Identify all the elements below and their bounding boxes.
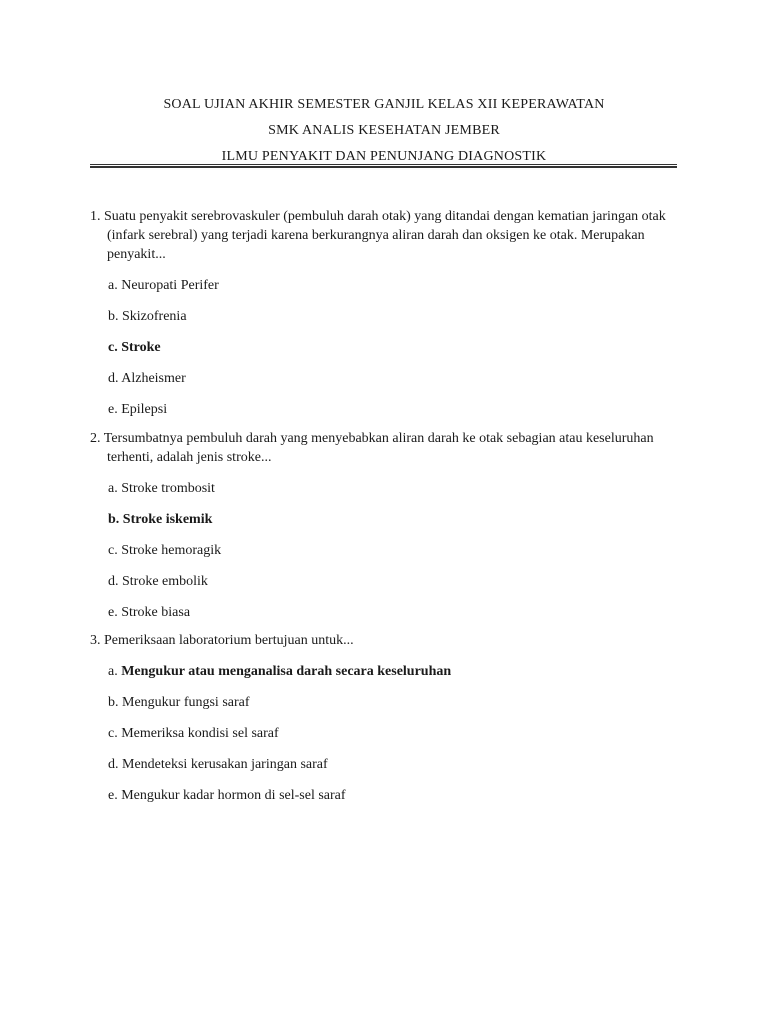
option-list [90, 276, 680, 419]
question-number: 1. [90, 209, 101, 224]
option-c: c. Memeriksa kondisi sel saraf [108, 726, 279, 741]
school-name: SMK ANALIS KESEHATAN JEMBER [268, 123, 500, 138]
option-e: e. Mengukur kadar hormon di sel-sel saraf [108, 788, 346, 803]
question-stem [90, 631, 680, 650]
option-b: b. Mengukur fungsi saraf [108, 695, 250, 710]
exam-title: SOAL UJIAN AKHIR SEMESTER GANJIL KELAS XII KEPERAWATAN [163, 97, 605, 112]
option-a-answer: a. Mengukur atau menganalisa darah secara keseluruhan [108, 664, 452, 679]
option-a: a. Neuropati Perifer [108, 278, 219, 293]
option-b: b. Skizofrenia [108, 309, 187, 324]
question-text: Tersumbatnya pembuluh darah yang menyebabkan aliran darah ke otak sebagian atau keseluruhan terhenti, adalah jenis stroke... [103, 431, 654, 465]
option-d: d. Stroke embolik [108, 574, 208, 589]
option-a: a. Stroke trombosit [108, 481, 215, 496]
option-d: d. Mendeteksi kerusakan jaringan saraf [108, 757, 328, 772]
option-d: d. Alzheismer [108, 371, 186, 386]
question-number: 3. [90, 633, 101, 648]
question-number: 2. [90, 431, 101, 446]
option-e: e. Stroke biasa [108, 605, 191, 620]
option-c: c. Stroke hemoragik [108, 543, 222, 558]
question-3 [90, 631, 680, 805]
question-2 [90, 429, 680, 622]
option-b-answer: b. Stroke iskemik [108, 512, 213, 527]
option-e: e. Epilepsi [108, 402, 168, 417]
question-stem [90, 207, 680, 264]
subject-name: ILMU PENYAKIT DAN PENUNJANG DIAGNOSTIK [221, 149, 547, 164]
option-list [90, 662, 680, 805]
question-text: Suatu penyakit serebrovaskuler (pembuluh darah otak) yang ditandai dengan kematian jaringan otak (infark serebral) yang terjadi karena berkurangnya aliran darah dan oksigen ke otak. Merupakan penyakit... [104, 209, 666, 262]
option-list [90, 479, 680, 622]
header-divider [90, 164, 677, 168]
question-text: Pemeriksaan laboratorium bertujuan untuk... [104, 633, 354, 648]
question-1 [90, 207, 680, 419]
option-c-answer: c. Stroke [108, 340, 161, 355]
document-header [0, 92, 768, 170]
question-stem [90, 429, 680, 467]
